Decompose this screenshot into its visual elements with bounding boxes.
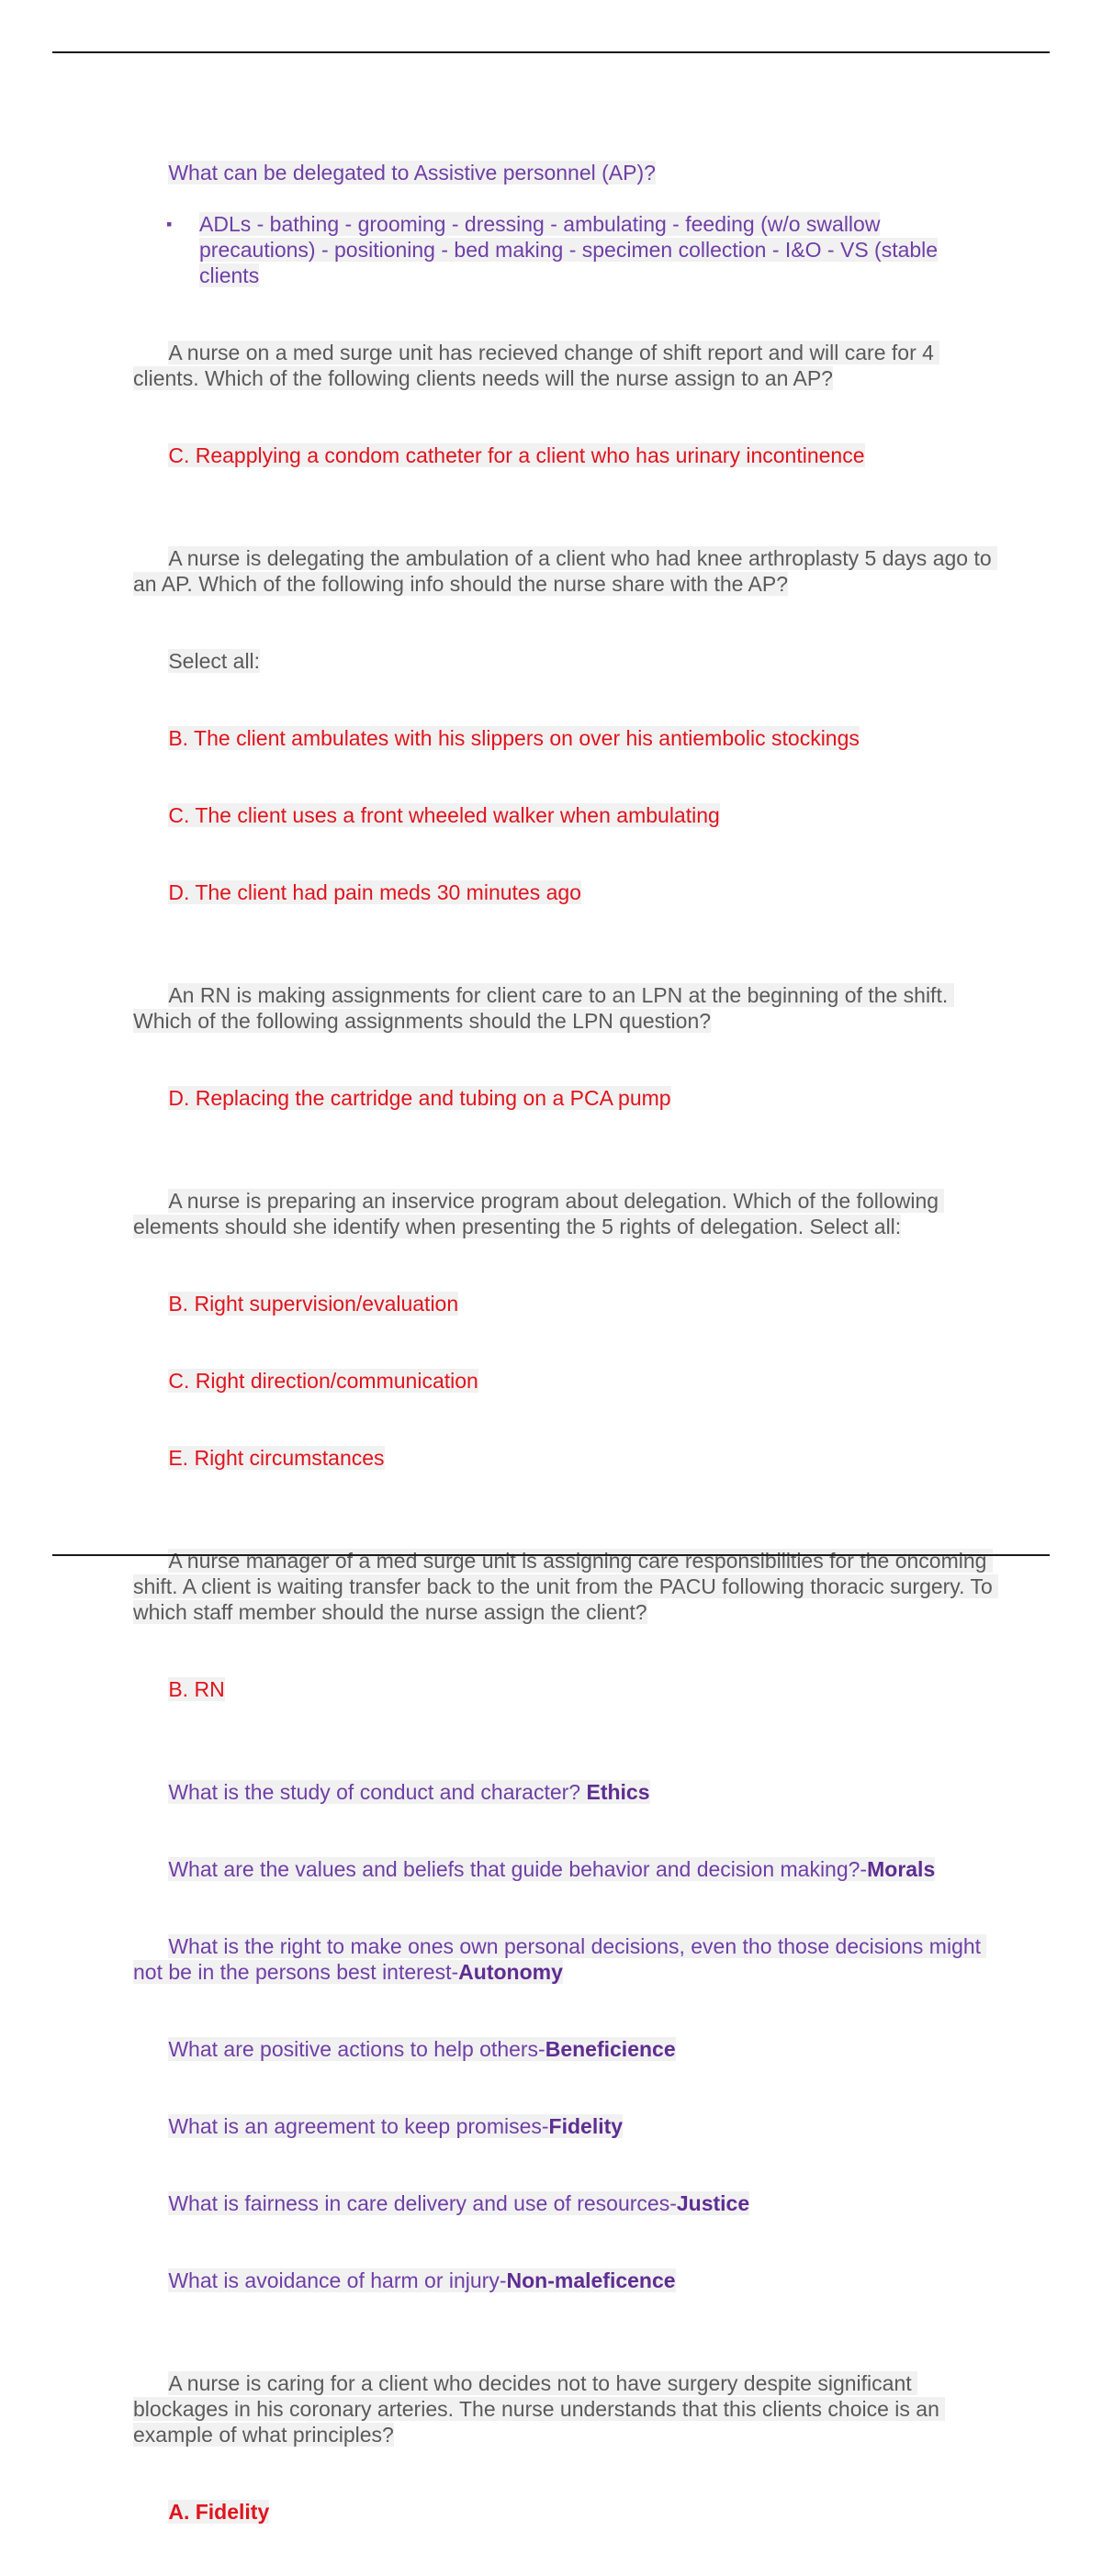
ethics-definitions: [133, 1753, 996, 2319]
definition-item: [133, 2010, 996, 2088]
answer-text: E. Right circumstances: [168, 1446, 385, 1470]
bullet-text: ADLs - bathing - grooming - dressing - ambulating - feeding (w/o swallow precautions) - positioning - bed making - specimen collection - I&O - VS (stable clients: [199, 212, 939, 287]
definition-prompt: What are the values and beliefs that guide behavior and decision making?-: [168, 1857, 868, 1881]
question-text: A nurse manager of a med surge unit is assigning care responsibilities for the oncoming shift. A client is waiting transfer back to the unit from the PACU following thoracic surgery. To which staff member should the nurse assign the client?: [133, 1549, 999, 1624]
question-text: What can be delegated to Assistive personnel (AP)?: [168, 161, 656, 185]
definition-item: [133, 1753, 996, 1831]
select-all-text: Select all:: [168, 649, 261, 673]
question-block-ambulation: [133, 520, 996, 931]
definition-item: [133, 1908, 996, 2010]
definition-term: Autonomy: [458, 1960, 563, 1984]
definition-item: [133, 2088, 996, 2165]
definition-prompt: What is fairness in care delivery and use of resources-: [168, 2191, 677, 2215]
definition-prompt: What is avoidance of harm or injury-: [168, 2268, 507, 2292]
definition-term: Beneficience: [545, 2037, 676, 2061]
list-item: [133, 211, 996, 288]
question-text: A nurse is delegating the ambulation of a client who had knee arthroplasty 5 days ago to an AP. Which of the following info should the nurse share with the AP?: [133, 546, 998, 596]
definition-item: [133, 2165, 996, 2242]
answer-text: C. The client uses a front wheeled walker when ambulating: [168, 803, 720, 827]
definition-term: Non-maleficence: [506, 2268, 676, 2292]
definition-prompt: What is an agreement to keep promises-: [168, 2114, 549, 2138]
question-text: A nurse on a med surge unit has recieved change of shift report and will care for 4 clients. Which of the following clients needs will the nurse assign to an AP?: [133, 341, 940, 390]
question-block-ap-delegation: [133, 134, 996, 288]
answer-text: D. Replacing the cartridge and tubing on a PCA pump: [168, 1086, 671, 1110]
bullet-square-icon: ▪: [166, 215, 173, 233]
answer-text: B. Right supervision/evaluation: [168, 1292, 459, 1316]
definition-term: Fidelity: [548, 2114, 624, 2138]
answer-text: B. The client ambulates with his slippers on over his antiembolic stockings: [168, 726, 860, 750]
definition-term: Morals: [867, 1857, 936, 1881]
question-text: A nurse is caring for a client who decides not to have surgery despite significant blockages in his coronary arteries. The nurse understands that this clients choice is an example of what principles?: [133, 2371, 946, 2447]
question-block-five-rights: [133, 1162, 996, 1496]
answer-text: A. Fidelity: [168, 2500, 270, 2524]
question-block-surgery-choice: [133, 2345, 996, 2550]
definition-prompt: What are positive actions to help others-: [168, 2037, 545, 2061]
definition-term: Justice: [676, 2191, 750, 2215]
question-block-assign-ap: [133, 314, 996, 494]
definition-item: [133, 1831, 996, 1908]
definition-item: [133, 2242, 996, 2319]
definition-term: Ethics: [586, 1780, 650, 1804]
answer-text: C. Reapplying a condom catheter for a client who has urinary incontinence: [168, 443, 865, 467]
answer-text: B. RN: [168, 1677, 225, 1701]
definition-prompt: What is the study of conduct and character?: [168, 1780, 587, 1804]
header-rule: [52, 51, 1050, 53]
question-text: A nurse is preparing an inservice program about delegation. Which of the following elements should she identify when presenting the 5 rights of delegation. Select all:: [133, 1189, 945, 1238]
document-body: [133, 134, 999, 2576]
answer-text: D. The client had pain meds 30 minutes ago: [168, 880, 581, 904]
footer-rule: [52, 1554, 1050, 1556]
definition-prompt: What is the right to make ones own personal decisions, even tho those decisions might not be in the persons best interest-: [133, 1934, 987, 1984]
question-text: An RN is making assignments for client care to an LPN at the beginning of the shift. Which of the following assignments should the LPN question?: [133, 983, 954, 1033]
answer-text: C. Right direction/communication: [168, 1369, 478, 1393]
question-block-pacu: [133, 1522, 999, 1728]
question-block-lpn: [133, 957, 996, 1137]
